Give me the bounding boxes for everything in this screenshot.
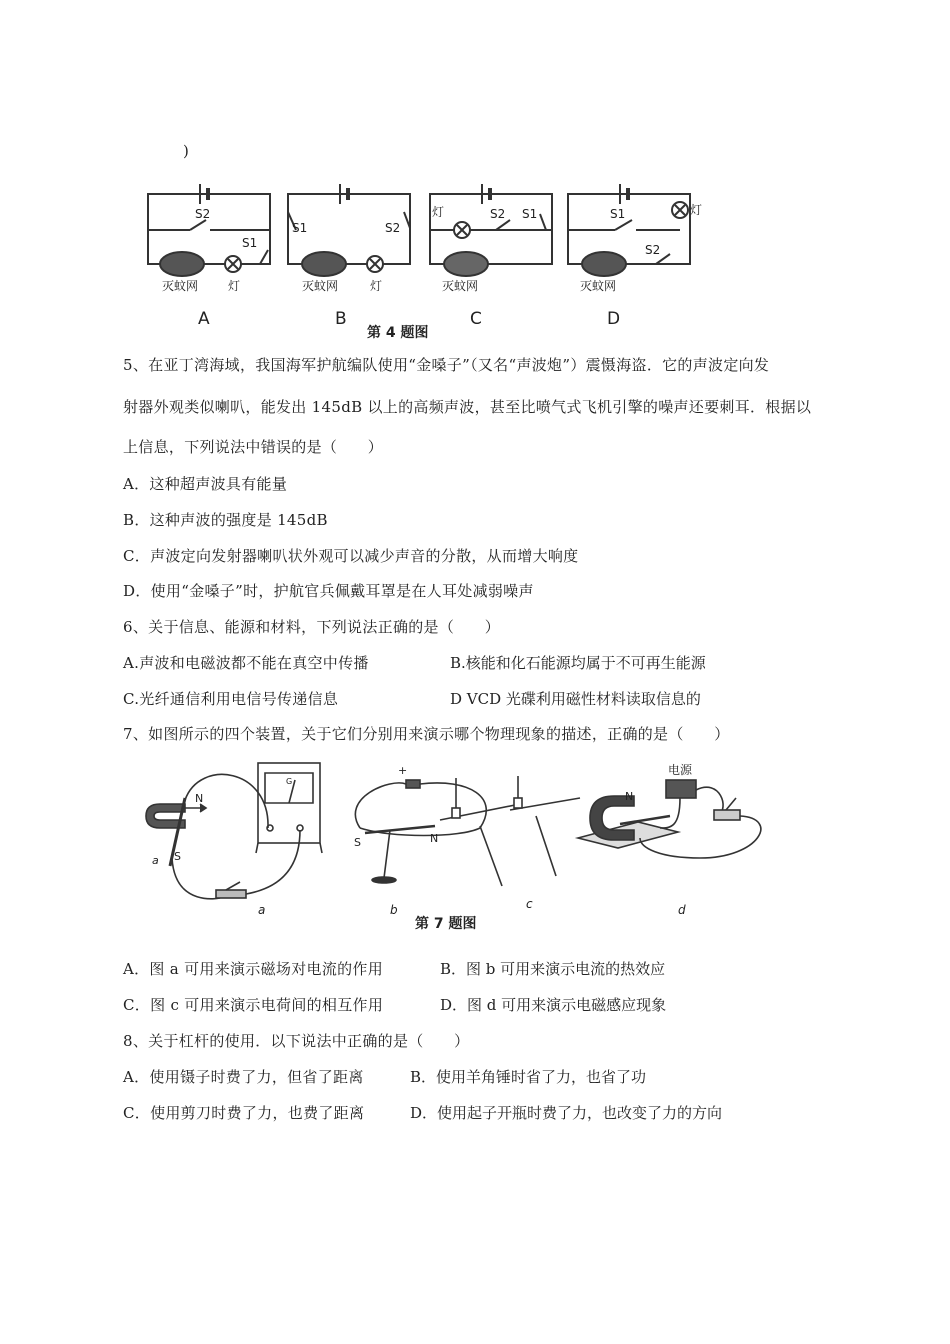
svg-text:N: N [625,790,634,803]
q7-option-c: C．图 c 可用来演示电荷间的相互作用 [123,996,384,1014]
b-lamp-label: 灯 [370,279,383,293]
b-net-label: 灭蚊网 [302,279,339,293]
svg-text:G: G [286,777,293,786]
fig-label-d: d [678,903,686,917]
fig-label-b: b [390,903,398,917]
c-lamp-label: 灯 [432,205,445,219]
fig-a-apparatus [146,763,322,899]
q8-option-b: B．使用羊角锤时省了力，也省了功 [410,1068,647,1086]
q8-stem: 8、关于杠杆的使用．以下说法中正确的是（ ） [123,1032,470,1050]
a-s1-label: S1 [242,236,258,250]
svg-text:N: N [430,832,439,845]
q5-option-d: D．使用“金嗓子”时，护航官兵佩戴耳罩是在人耳处减弱噪声 [123,582,534,600]
q5-option-c: C．声波定向发射器喇叭状外观可以减少声音的分散，从而增大响度 [123,547,579,565]
c-net-label: 灭蚊网 [442,279,479,293]
q8-option-c: C．使用剪刀时费了力，也费了距离 [123,1104,365,1122]
q7-caption: 第 7 题图 [415,916,477,932]
q4-label-c: C [470,309,482,329]
q8-option-d: D．使用起子开瓶时费了力，也改变了力的方向 [410,1104,723,1122]
q6-option-c: C.光纤通信利用电信号传递信息 [123,690,339,708]
q4-label-b: B [335,309,347,329]
fig-label-c: c [526,897,533,911]
a-net-label: 灭蚊网 [162,279,199,293]
q5-stem-1: 5、在亚丁湾海域，我国海军护航编队使用“金嗓子”（又名“声波炮”）震慑海盗．它的声波定向发 [123,356,770,374]
q5-option-b: B．这种声波的强度是 145dB [123,511,328,529]
svg-text:+: + [398,764,408,777]
a-s2-label: S2 [195,207,211,221]
q6-option-d: D VCD 光碟利用磁性材料读取信息的 [450,690,701,708]
q7-stem: 7、如图所示的四个装置，关于它们分别用来演示哪个物理现象的描述，正确的是（ ） [123,725,730,743]
circuit-c [430,184,552,276]
fig-b-apparatus [355,780,486,883]
q6-option-a: A.声波和电磁波都不能在真空中传播 [123,654,369,672]
q7-option-d: D．图 d 可用来演示电磁感应现象 [440,996,667,1014]
q7-option-b: B．图 b 可用来演示电流的热效应 [440,960,666,978]
c-s2-label: S2 [490,207,506,221]
q4-caption: 第 4 题图 [367,325,429,341]
c-s1-label: S1 [522,207,538,221]
b-s1-label: S1 [292,221,308,235]
circuit-a [148,184,270,276]
fig-d-power-label: 电源 [668,763,693,777]
d-net-label: 灭蚊网 [580,279,617,293]
svg-text:S: S [354,836,361,849]
svg-text:a: a [152,854,159,867]
svg-text:N: N [195,792,204,805]
q6-stem: 6、关于信息、能源和材料，下列说法正确的是（ ） [123,618,501,636]
fig-label-a: a [258,903,266,917]
q8-option-a: A．使用镊子时费了力，但省了距离 [123,1068,364,1086]
circuit-d [568,184,690,276]
q6-option-b: B.核能和化石能源均属于不可再生能源 [450,654,706,672]
q4-label-d: D [607,309,621,329]
q7-option-a: A．图 a 可用来演示磁场对电流的作用 [123,960,384,978]
fig-c-apparatus [440,776,580,886]
q5-stem-2: 射器外观类似喇叭，能发出 145dB 以上的高频声波，甚至比喷气式飞机引擎的噪声还要刺耳．根据以 [123,398,812,416]
q5-stem-3: 上信息，下列说法中错误的是（ ） [123,438,384,456]
q5-option-a: A．这种超声波具有能量 [123,475,288,493]
q4-label-a: A [198,309,210,329]
d-lamp-label: 灯 [690,203,703,217]
fig-d-apparatus [578,780,761,858]
d-s2-label: S2 [645,243,661,257]
q7-apparatus-figure [140,758,780,923]
svg-text:S: S [174,850,181,863]
top-paren: ) [183,142,190,160]
q4-circuit-figure [140,172,720,357]
b-s2-label: S2 [385,221,401,235]
a-lamp-label: 灯 [228,279,241,293]
d-s1-label: S1 [610,207,626,221]
